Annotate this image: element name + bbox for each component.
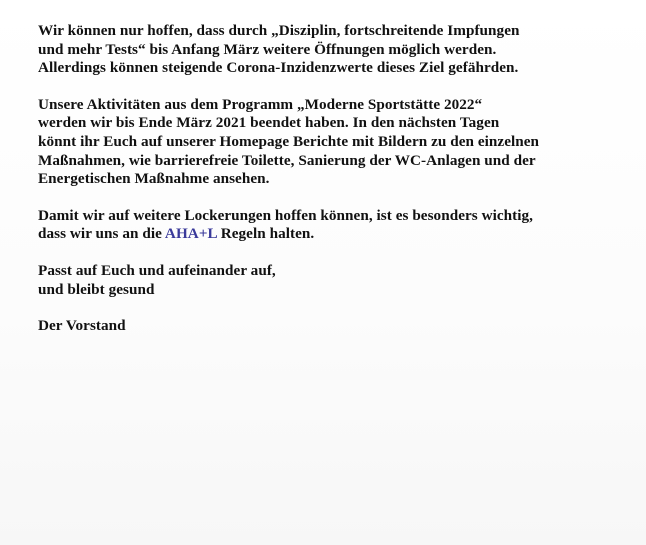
text-line: und mehr Tests“ bis Anfang März weitere Öffnungen möglich werden. [38,40,497,58]
text-line: und bleibt gesund [38,280,155,298]
aha-l-highlight: AHA+L [164,225,217,243]
paragraph-rules [38,207,638,244]
signature: Der Vorstand [38,317,126,335]
text-line: Energetischen Maßnahme ansehen. [38,170,270,188]
text-line: könnt ihr Euch auf unserer Homepage Berichte mit Bildern zu den einzelnen [38,132,540,150]
letter-body [38,22,638,354]
text-fragment: dass wir uns an die [38,225,165,243]
text-line: Maßnahmen, wie barrierefreie Toilette, Sanierung der WC-Anlagen und der [38,151,536,169]
text-line: Damit wir auf weitere Lockerungen hoffen können, ist es besonders wichtig, [38,206,534,224]
text-line: werden wir bis Ende März 2021 beendet haben. In den nächsten Tagen [38,114,500,132]
text-line: Allerdings können steigende Corona-Inzidenzwerte dieses Ziel gefährden. [38,59,519,77]
text-line: Unsere Aktivitäten aus dem Programm „Moderne Sportstätte 2022“ [38,95,483,113]
paragraph-hope-openings [38,22,638,78]
text-line: Wir können nur hoffen, dass durch „Disziplin, fortschreitende Impfungen [38,22,520,39]
paragraph-program-activities [38,96,638,189]
text-line: Passt auf Euch und aufeinander auf, [38,261,276,279]
text-fragment: Regeln halten. [216,225,315,243]
text-line [38,225,638,244]
paragraph-closing [38,262,638,299]
